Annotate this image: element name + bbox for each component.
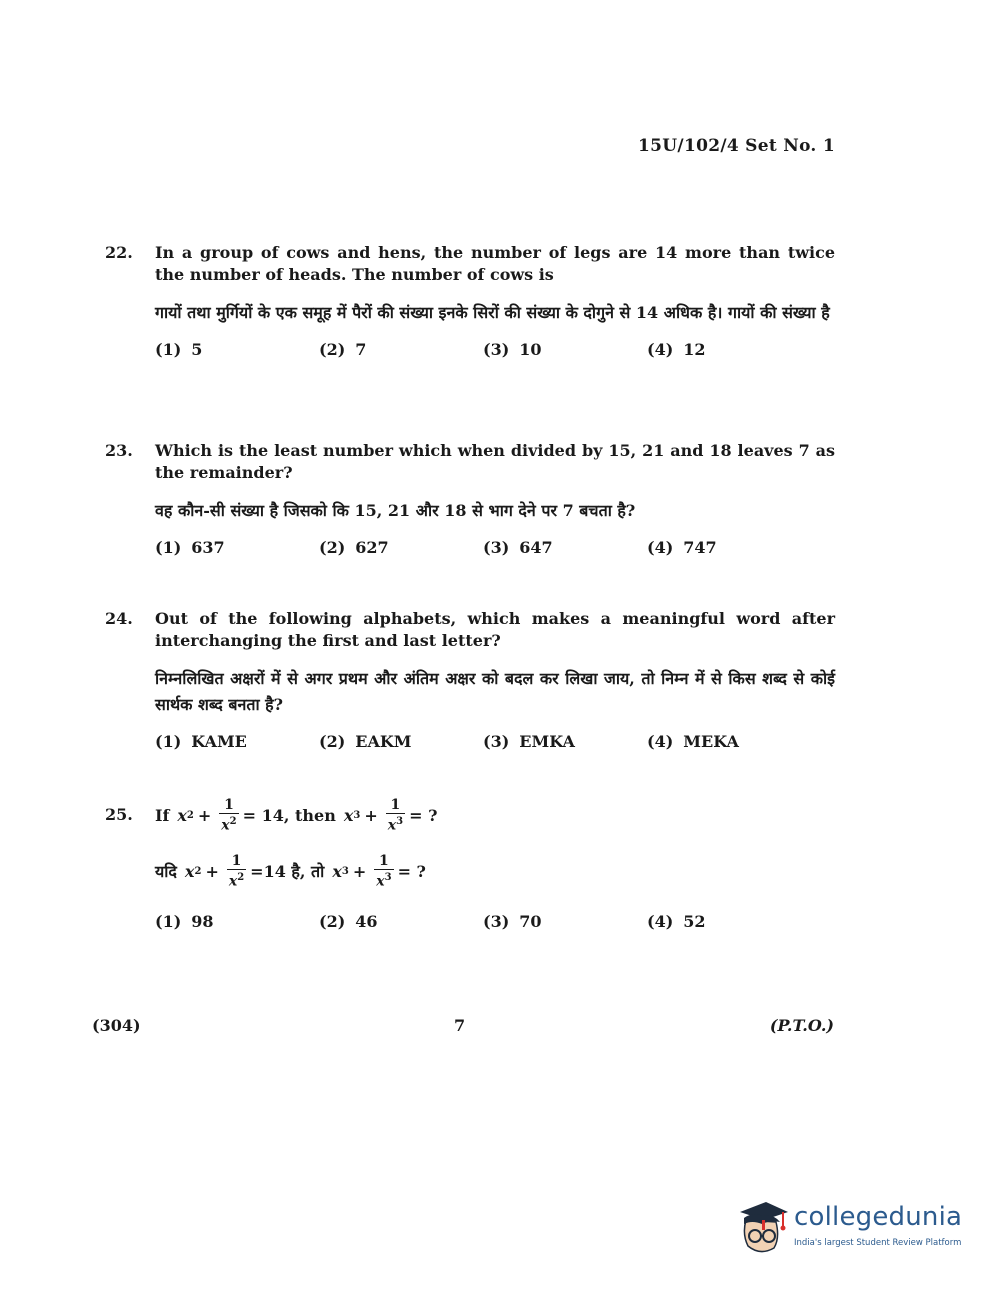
question-hindi: गायों तथा मुर्गियों के एक समूह में पैरों की संख्या इनके सिरों की संख्या के दोगुने से 14 अधिक है। गायों की संख्या है [155, 303, 830, 322]
option-3: (3) 70 [483, 912, 542, 931]
option-3: (3) 647 [483, 538, 553, 557]
question-number: 23. [105, 441, 133, 460]
options-list [155, 732, 835, 751]
option-4: (4) 747 [647, 538, 717, 557]
options-list [155, 538, 835, 557]
question-english: Out of the following alphabets, which makes a meaningful word after interchanging the first and last letter? [155, 609, 835, 650]
question-number: 24. [105, 609, 133, 628]
question-22 [105, 242, 835, 359]
brand-name: collegedunia [794, 1202, 963, 1232]
mascot-icon [736, 1198, 792, 1258]
option-1: (1) 98 [155, 912, 214, 931]
brand-tagline: India's largest Student Review Platform [794, 1238, 962, 1248]
page-number: 7 [454, 1016, 466, 1035]
question-hindi: निम्नलिखित अक्षरों में से अगर प्रथम और अंतिम अक्षर को बदल कर लिखा जाय, तो निम्न में से किस शब्द से कोई सार्थक शब्द बनता है? [155, 669, 835, 714]
question-english: In a group of cows and hens, the number of legs are 14 more than twice the number of heads. The number of cows is [155, 243, 835, 284]
fraction: $\frac{1}{x^2}$ [221, 796, 237, 834]
equation-english: If x 2 + $\frac{1}{x^2}$ = 14, then x 3 + $\frac{1}{x^3}$ = ? [155, 796, 438, 834]
collegedunia-logo [736, 1198, 966, 1258]
question-24 [105, 608, 835, 751]
options-list [155, 912, 835, 931]
option-4: (4) MEKA [647, 732, 739, 751]
option-2: (2) 627 [319, 538, 389, 557]
question-hindi: वह कौन-सी संख्या है जिसको कि 15, 21 और 18 से भाग देने पर 7 बचता है? [155, 501, 636, 520]
question-english: Which is the least number which when divided by 15, 21 and 18 leaves 7 as the remainder? [155, 441, 835, 482]
question-number: 22. [105, 243, 133, 262]
options-list [155, 340, 835, 359]
set-number: 15U/102/4 Set No. 1 [638, 136, 835, 156]
option-1: (1) KAME [155, 732, 247, 751]
option-1: (1) 637 [155, 538, 225, 557]
fraction: $\frac{1}{x^2}$ [228, 852, 245, 890]
option-3: (3) 10 [483, 340, 542, 359]
equation-hindi: यदि x 2 + $\frac{1}{x^2}$ =14 है, तो x 3 + $\frac{1}{x^3}$ = ? [155, 852, 426, 890]
question-number: 25. [105, 805, 133, 824]
question-25 [105, 790, 835, 931]
option-4: (4) 12 [647, 340, 706, 359]
option-2: (2) EAKM [319, 732, 412, 751]
pto-label: (P.T.O.) [769, 1016, 834, 1035]
paper-code: (304) [92, 1016, 141, 1035]
question-23 [105, 440, 835, 557]
fraction: $\frac{1}{x^3}$ [376, 852, 392, 890]
option-1: (1) 5 [155, 340, 203, 359]
fraction: $\frac{1}{x^3}$ [387, 796, 404, 834]
option-3: (3) EMKA [483, 732, 575, 751]
option-2: (2) 7 [319, 340, 367, 359]
option-4: (4) 52 [647, 912, 706, 931]
option-2: (2) 46 [319, 912, 378, 931]
